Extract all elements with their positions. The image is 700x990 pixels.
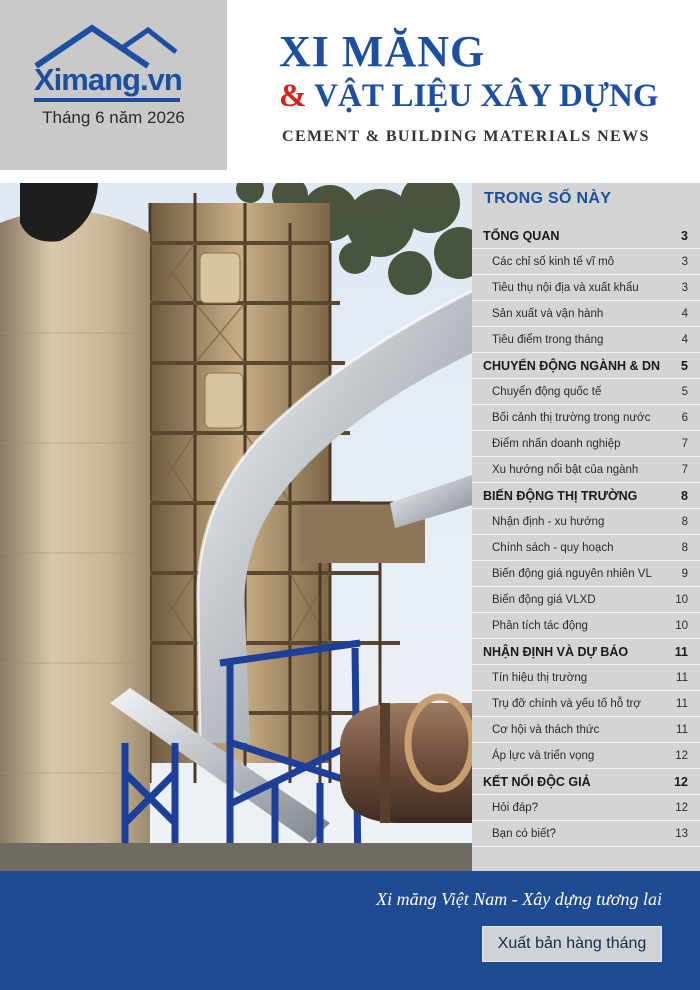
masthead bbox=[227, 0, 700, 170]
toc-section-label: NHẬN ĐỊNH VÀ DỰ BÁO bbox=[483, 644, 629, 659]
toc-item-page: 9 bbox=[681, 567, 688, 580]
toc-item-page: 11 bbox=[676, 671, 688, 684]
toc-item-page: 13 bbox=[675, 827, 688, 840]
toc-item-page: 10 bbox=[675, 593, 688, 606]
toc-section-label: KẾT NỐI ĐỘC GIẢ bbox=[483, 774, 591, 789]
toc-item-label: Điểm nhấn doanh nghiệp bbox=[492, 437, 621, 450]
logo-wordmark[interactable]: Ximang.vn bbox=[34, 62, 182, 97]
logo-panel bbox=[0, 0, 227, 170]
toc-list bbox=[472, 223, 700, 847]
toc-section-label: CHUYỂN ĐỘNG NGÀNH & DN bbox=[483, 358, 661, 373]
toc-item[interactable] bbox=[472, 327, 700, 353]
toc-section-label: TỔNG QUAN bbox=[483, 228, 560, 243]
toc-item-page: 11 bbox=[676, 697, 688, 710]
cover-photo bbox=[0, 183, 472, 871]
table-of-contents bbox=[472, 183, 700, 871]
toc-item-page: 7 bbox=[681, 463, 688, 476]
toc-item[interactable] bbox=[472, 665, 700, 691]
toc-item-page: 4 bbox=[681, 333, 688, 346]
toc-item-label: Sản xuất và vận hành bbox=[492, 307, 604, 320]
toc-section[interactable] bbox=[472, 353, 700, 379]
toc-item-label: Bạn có biết? bbox=[492, 827, 556, 840]
toc-item-page: 7 bbox=[681, 437, 688, 450]
toc-item-page: 3 bbox=[681, 281, 688, 294]
toc-item[interactable] bbox=[472, 691, 700, 717]
toc-item[interactable] bbox=[472, 743, 700, 769]
toc-section-page: 3 bbox=[681, 228, 688, 243]
toc-item-label: Xu hướng nổi bật của ngành bbox=[492, 463, 639, 476]
toc-item-label: Trụ đỡ chính và yếu tố hỗ trợ bbox=[492, 697, 641, 710]
toc-item-label: Hỏi đáp? bbox=[492, 801, 539, 814]
toc-section-page: 8 bbox=[681, 488, 688, 503]
toc-item[interactable] bbox=[472, 821, 700, 847]
toc-item[interactable] bbox=[472, 301, 700, 327]
toc-item[interactable] bbox=[472, 379, 700, 405]
toc-section-page: 5 bbox=[681, 358, 688, 373]
toc-item-page: 11 bbox=[676, 723, 688, 736]
publication-frequency-badge: Xuất bản hàng tháng bbox=[482, 926, 662, 962]
toc-section[interactable] bbox=[472, 769, 700, 795]
masthead-ampersand: & bbox=[279, 78, 307, 114]
toc-item[interactable] bbox=[472, 275, 700, 301]
toc-title: TRONG SỐ NÀY bbox=[484, 190, 612, 207]
toc-item[interactable] bbox=[472, 587, 700, 613]
toc-item-label: Tín hiệu thị trường bbox=[492, 671, 588, 684]
toc-item-page: 12 bbox=[675, 749, 688, 762]
toc-item-label: Biến động giá nguyên nhiên VL bbox=[492, 567, 652, 580]
masthead-title-line2 bbox=[279, 78, 659, 115]
toc-item-label: Áp lực và triển vọng bbox=[492, 749, 595, 762]
toc-item[interactable] bbox=[472, 561, 700, 587]
toc-item[interactable] bbox=[472, 431, 700, 457]
slogan: Xi măng Việt Nam - Xây dựng tương lai bbox=[376, 889, 662, 909]
toc-item-label: Tiêu điểm trong tháng bbox=[492, 333, 604, 346]
toc-item-page: 10 bbox=[675, 619, 688, 632]
toc-item[interactable] bbox=[472, 717, 700, 743]
masthead-subtitle: CEMENT & BUILDING MATERIALS NEWS bbox=[282, 128, 650, 145]
toc-section-page: 11 bbox=[674, 644, 688, 659]
toc-item[interactable] bbox=[472, 405, 700, 431]
toc-section[interactable] bbox=[472, 483, 700, 509]
toc-item-page: 8 bbox=[681, 541, 688, 554]
toc-item-label: Phân tích tác động bbox=[492, 619, 588, 632]
toc-item[interactable] bbox=[472, 795, 700, 821]
toc-item-page: 4 bbox=[681, 307, 688, 320]
toc-item-page: 8 bbox=[681, 515, 688, 528]
issue-date: Tháng 6 năm 2026 bbox=[42, 108, 185, 127]
toc-item-label: Bối cảnh thị trường trong nước bbox=[492, 411, 651, 424]
toc-item[interactable] bbox=[472, 613, 700, 639]
toc-item-label: Biến động giá VLXD bbox=[492, 593, 596, 606]
cement-plant-illustration bbox=[0, 183, 472, 871]
toc-item[interactable] bbox=[472, 535, 700, 561]
toc-item[interactable] bbox=[472, 249, 700, 275]
toc-item-label: Các chỉ số kinh tế vĩ mô bbox=[492, 255, 615, 268]
toc-section-page: 12 bbox=[674, 774, 688, 789]
toc-item-label: Tiêu thụ nội địa và xuất khẩu bbox=[492, 281, 639, 294]
toc-section-label: BIẾN ĐỘNG THỊ TRƯỜNG bbox=[483, 488, 638, 503]
toc-item-label: Chuyển động quốc tế bbox=[492, 385, 602, 398]
toc-item-label: Chính sách - quy hoạch bbox=[492, 541, 614, 554]
masthead-title-line1: XI MĂNG bbox=[279, 27, 486, 76]
toc-section[interactable] bbox=[472, 223, 700, 249]
masthead-title-line2-text: VẬT LIỆU XÂY DỰNG bbox=[314, 78, 659, 114]
toc-section[interactable] bbox=[472, 639, 700, 665]
toc-item-page: 12 bbox=[675, 801, 688, 814]
toc-item-page: 6 bbox=[681, 411, 688, 424]
logo-underline bbox=[34, 98, 180, 102]
toc-item-label: Nhận định - xu hướng bbox=[492, 515, 605, 528]
toc-item-label: Cơ hội và thách thức bbox=[492, 723, 600, 736]
toc-item[interactable] bbox=[472, 457, 700, 483]
toc-item-page: 3 bbox=[681, 255, 688, 268]
footer-banner bbox=[0, 871, 700, 990]
toc-item[interactable] bbox=[472, 509, 700, 535]
toc-item-page: 5 bbox=[681, 385, 688, 398]
